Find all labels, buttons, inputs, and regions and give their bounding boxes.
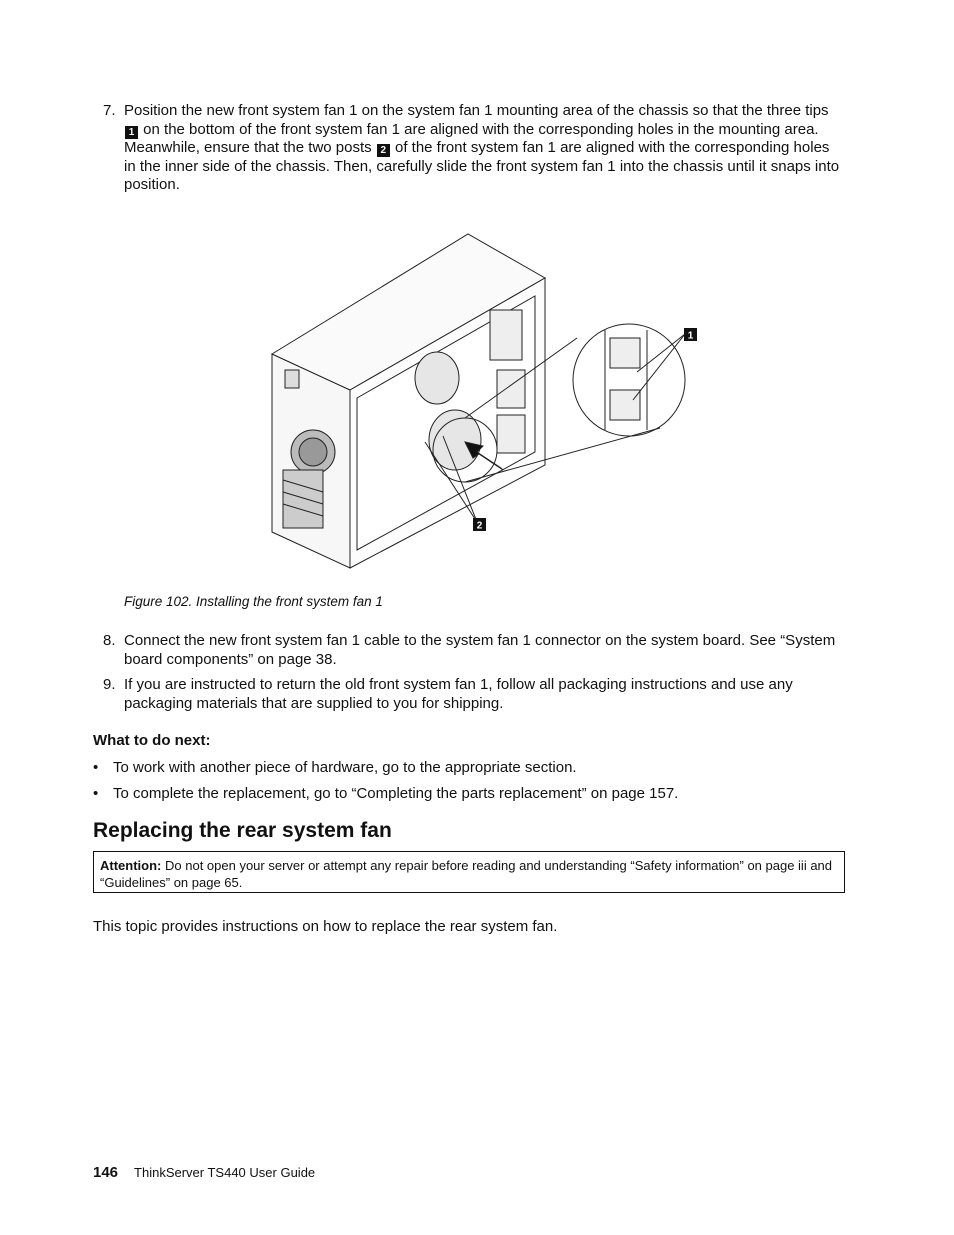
step-number: 7. xyxy=(103,102,116,119)
attention-label: Attention: xyxy=(100,858,162,873)
step-7 xyxy=(103,102,843,195)
step-text: Connect the new front system fan 1 cable to the system fan 1 connector on the system board. See “System board components” on page 38. xyxy=(124,632,836,668)
figure-callout-1: 1 xyxy=(687,330,694,342)
bullet-icon: • xyxy=(93,785,99,802)
step-9 xyxy=(103,676,843,713)
figure-chassis-fan xyxy=(265,230,705,575)
list-item: • To complete the replacement, go to “Completing the parts replacement” on page 157. xyxy=(93,785,679,802)
step-8 xyxy=(103,632,843,669)
step-number: 9. xyxy=(103,676,116,693)
bullet-icon: • xyxy=(93,759,99,776)
figure-callout-2: 2 xyxy=(476,520,483,532)
attention-text: Do not open your server or attempt any repair before reading and understanding “Safety information” on page iii and “Guidelines” on page 65. xyxy=(100,858,833,890)
step-text: If you are instructed to return the old front system fan 1, follow all packaging instructions and use any packaging materials that are supplied to you for shipping. xyxy=(124,676,793,712)
step-number: 8. xyxy=(103,632,116,649)
document-title: ThinkServer TS440 User Guide xyxy=(134,1165,316,1180)
step-text: Position the new front system fan 1 on the system fan 1 mounting area of the chassis so that the three tips 1 on the bottom of the front system fan 1 are aligned with the corresponding holes in the mounting area. Meanwhile, ensure that the two posts 2 of the front system fan 1 are aligned with the corresponding holes in the inner side of the chassis. Then, carefully slide the front system fan 1 into the chassis until it snaps into position. xyxy=(124,102,840,194)
callout-badge-2: 2 xyxy=(377,144,390,157)
page-footer xyxy=(93,1164,315,1181)
section-intro: This topic provides instructions on how to replace the rear system fan. xyxy=(93,918,558,935)
page-number: 146 xyxy=(93,1164,119,1181)
callout-badge-1: 1 xyxy=(125,126,138,139)
list-item: • To work with another piece of hardware, go to the appropriate section. xyxy=(93,759,577,776)
figure-caption: Figure 102. Installing the front system fan 1 xyxy=(124,594,383,609)
section-title: Replacing the rear system fan xyxy=(93,819,392,842)
attention-box xyxy=(93,851,845,893)
what-to-do-next-heading: What to do next: xyxy=(93,732,211,749)
